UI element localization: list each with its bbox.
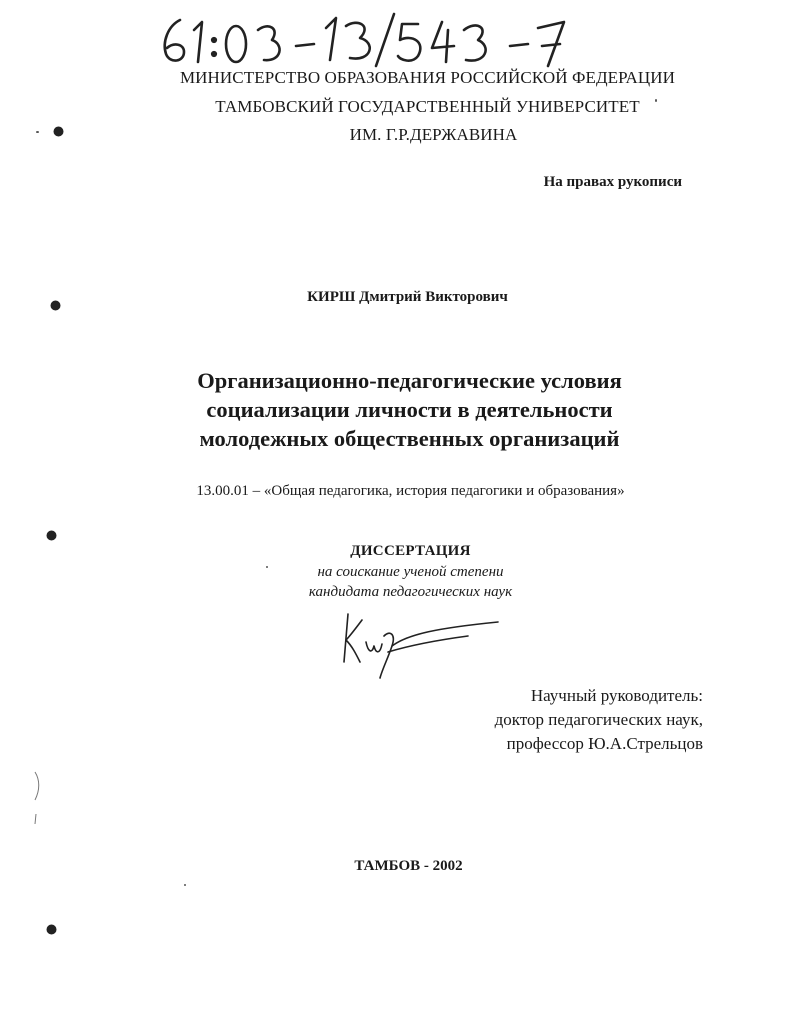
dissertation-heading: ДИССЕРТАЦИЯ — [350, 543, 471, 559]
manuscript-notice: На правах рукописи — [543, 174, 682, 190]
university-name: ТАМБОВСКИЙ ГОСУДАРСТВЕННЫЙ УНИВЕРСИТЕТ — [215, 97, 640, 116]
supervisor-degree: доктор педагогических наук, — [494, 710, 703, 729]
title-line: молодежных общественных организаций — [199, 426, 620, 451]
title-line: социализации личности в деятельности — [206, 397, 613, 422]
punch-hole-mark — [45, 923, 58, 936]
degree-line: кандидата педагогических наук — [308, 584, 513, 600]
scan-speck — [184, 884, 186, 886]
specialty-code: 13.00.01 – «Общая педагогика, история педагогики и образования» — [196, 483, 625, 499]
archive-number-handwriting — [150, 8, 570, 70]
author-signature — [338, 606, 503, 681]
dissertation-title — [0, 366, 795, 453]
margin-scratch-mark — [32, 770, 42, 826]
ministry-name: МИНИСТЕРСТВО ОБРАЗОВАНИЯ РОССИЙСКОЙ ФЕДЕРАЦИИ — [179, 68, 676, 87]
city-and-year: ТАМБОВ - 2002 — [354, 858, 463, 874]
title-line: Организационно-педагогические условия — [197, 368, 622, 393]
university-named-after: ИМ. Г.Р.ДЕРЖАВИНА — [349, 125, 518, 144]
supervisor-block — [495, 684, 703, 756]
author-name: КИРШ Дмитрий Викторович — [307, 289, 508, 305]
punch-hole-mark — [45, 529, 58, 542]
supervisor-label: Научный руководитель: — [530, 686, 703, 705]
degree-line: на соискание ученой степени — [317, 564, 504, 580]
supervisor-name: профессор Ю.А.Стрельцов — [506, 734, 703, 753]
